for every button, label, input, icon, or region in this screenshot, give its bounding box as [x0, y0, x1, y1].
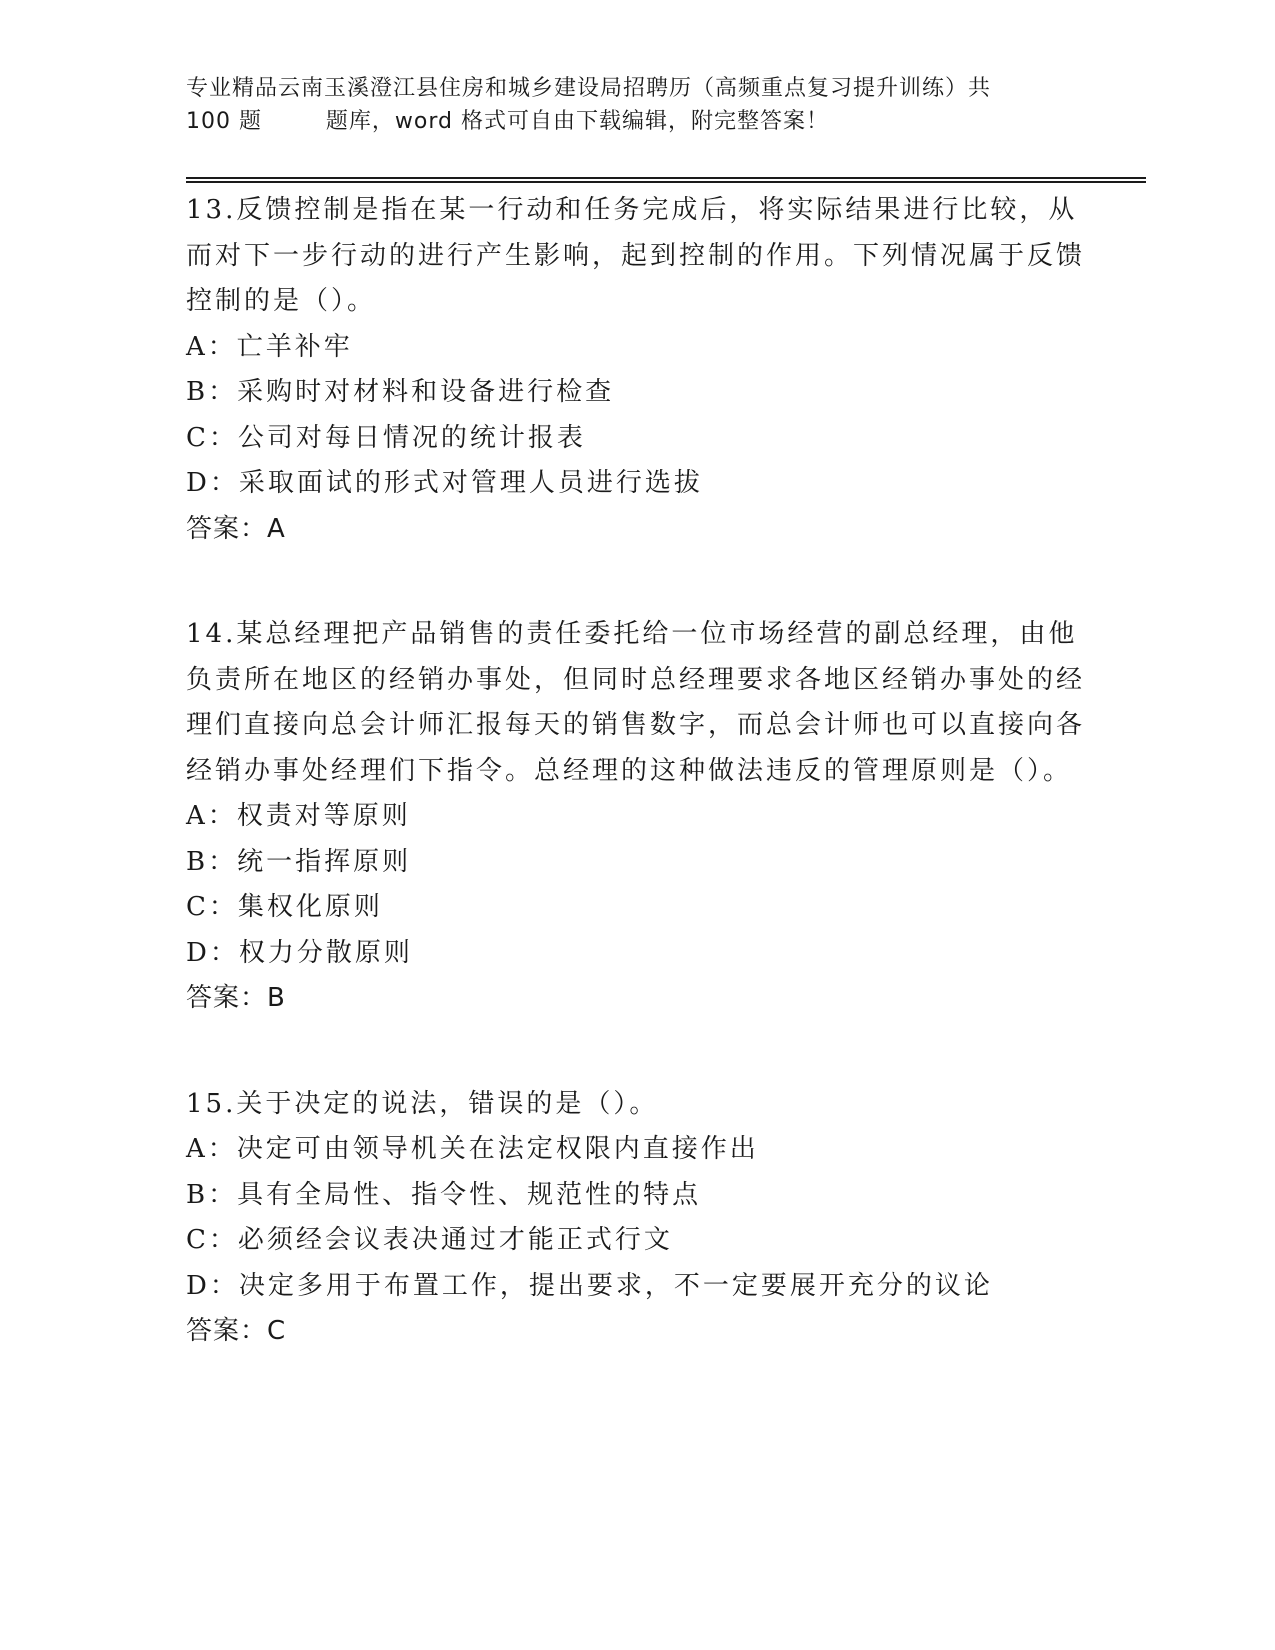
- answer-line: 答案：B: [186, 983, 286, 1013]
- option-a: A：权责对等原则: [186, 801, 411, 831]
- header-rule-top: [186, 177, 1146, 179]
- option-c: C：必须经会议表决通过才能正式行文: [186, 1225, 673, 1255]
- option-d: D：决定多用于布置工作，提出要求，不一定要展开充分的议论: [186, 1270, 993, 1301]
- option-a: A：亡羊补牢: [186, 331, 353, 362]
- option-d: D：采取面试的形式对管理人员进行选拔: [186, 468, 703, 498]
- header-line-1: 专业精品云南玉溪澄江县住房和城乡建设局招聘历（高频重点复习提升训练）共: [186, 76, 992, 101]
- answer-line: 答案：C: [186, 1316, 287, 1346]
- option-a: A：决定可由领导机关在法定权限内直接作出: [186, 1134, 759, 1164]
- answer-line: 答案：A: [186, 513, 286, 544]
- option-c: C：集权化原则: [186, 892, 383, 922]
- option-b: B：统一指挥原则: [186, 846, 412, 877]
- question-spacer: [186, 552, 1086, 612]
- question-13: [186, 188, 1086, 552]
- header-line-2: 100 题 题库，word 格式可自由下载编辑，附完整答案！: [186, 109, 830, 134]
- question-text: 15.关于决定的说法，错误的是（）。: [186, 1088, 659, 1119]
- question-list: [186, 188, 1086, 1355]
- question-14: [186, 612, 1086, 1022]
- option-b: B：采购时对材料和设备进行检查: [186, 377, 615, 407]
- question-text: 13.反馈控制是指在某一行动和任务完成后，将实际结果进行比较，从而对下一步行动的进行产生影响，起到控制的作用。下列情况属于反馈控制的是（）。: [186, 195, 1086, 316]
- option-c: C：公司对每日情况的统计报表: [186, 422, 586, 453]
- question-text: 14.某总经理把产品销售的责任委托给一位市场经营的副总经理，由他负责所在地区的经销办事处，但同时总经理要求各地区经销办事处的经理们直接向总会计师汇报每天的销售数字，而总会计师也可以直接向各经销办事处经理们下指令。总经理的这种做法违反的管理原则是（）。: [186, 619, 1086, 786]
- question-15: [186, 1082, 1086, 1355]
- document-header: [186, 72, 1086, 138]
- option-b: B：具有全局性、指令性、规范性的特点: [186, 1179, 702, 1210]
- header-rule-bottom: [186, 181, 1146, 183]
- question-spacer: [186, 1022, 1086, 1082]
- option-d: D：权力分散原则: [186, 937, 413, 968]
